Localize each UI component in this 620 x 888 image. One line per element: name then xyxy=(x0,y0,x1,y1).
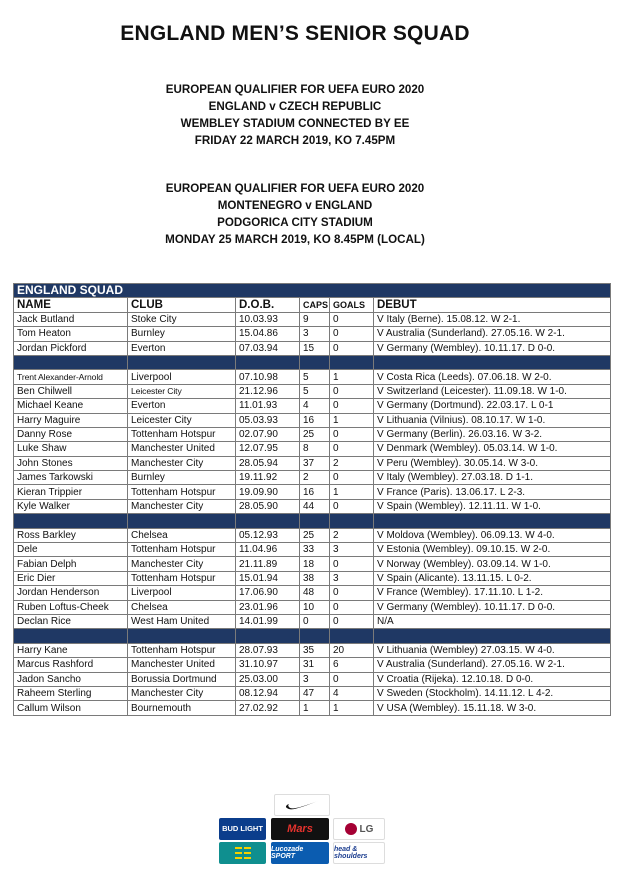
cell-caps: 16 xyxy=(300,413,330,427)
cell-goals: 0 xyxy=(330,399,374,413)
cell-name: Dele xyxy=(14,543,128,557)
cell-club: Stoke City xyxy=(128,312,236,326)
table-row xyxy=(14,643,611,657)
group-separator xyxy=(14,355,611,369)
cell-goals: 1 xyxy=(330,701,374,715)
fixture-datetime: MONDAY 25 MARCH 2019, KO 8.45PM (LOCAL) xyxy=(165,233,425,246)
cell-debut: V USA (Wembley). 15.11.18. W 3-0. xyxy=(374,701,611,715)
separator-cell xyxy=(14,514,128,528)
cell-debut: V Spain (Alicante). 13.11.15. L 0-2. xyxy=(374,571,611,585)
cell-goals: 3 xyxy=(330,543,374,557)
table-row xyxy=(14,427,611,441)
cell-dob: 07.03.94 xyxy=(236,341,300,355)
cell-club: Manchester United xyxy=(128,658,236,672)
column-header-club: CLUB xyxy=(128,298,236,312)
table-row xyxy=(14,471,611,485)
cell-club: West Ham United xyxy=(128,614,236,628)
fixture-venue: WEMBLEY STADIUM CONNECTED BY EE xyxy=(180,117,410,130)
cell-goals: 0 xyxy=(330,341,374,355)
cell-name: Harry Maguire xyxy=(14,413,128,427)
column-header-dob: D.O.B. xyxy=(236,298,300,312)
column-header-name: NAME xyxy=(14,298,128,312)
cell-club: Chelsea xyxy=(128,528,236,542)
separator-cell xyxy=(236,629,300,643)
cell-caps: 33 xyxy=(300,543,330,557)
cell-name: Callum Wilson xyxy=(14,701,128,715)
separator-cell xyxy=(300,514,330,528)
table-row xyxy=(14,384,611,398)
table-row xyxy=(14,557,611,571)
cell-caps: 38 xyxy=(300,571,330,585)
cell-debut: V Italy (Berne). 15.08.12. W 2-1. xyxy=(374,312,611,326)
separator-cell xyxy=(330,514,374,528)
fixture-match: ENGLAND v CZECH REPUBLIC xyxy=(208,100,382,113)
cell-club: Chelsea xyxy=(128,600,236,614)
table-row xyxy=(14,485,611,499)
cell-name: Jack Butland xyxy=(14,312,128,326)
cell-goals: 2 xyxy=(330,528,374,542)
fixture-competition: EUROPEAN QUALIFIER FOR UEFA EURO 2020 xyxy=(165,83,425,96)
table-row xyxy=(14,399,611,413)
cell-debut: V Germany (Wembley). 10.11.17. D 0-0. xyxy=(374,600,611,614)
squad-title-row xyxy=(14,284,611,298)
squad-title: ENGLAND SQUAD xyxy=(14,284,611,298)
cell-caps: 25 xyxy=(300,427,330,441)
ee-logo xyxy=(219,842,266,864)
cell-name: Trent Alexander-Arnold xyxy=(14,370,128,384)
cell-debut: V Lithuania (Wembley) 27.03.15. W 4-0. xyxy=(374,643,611,657)
nike-logo xyxy=(274,794,330,816)
table-row xyxy=(14,686,611,700)
cell-name: Jordan Henderson xyxy=(14,586,128,600)
fixture-block-2 xyxy=(0,180,590,248)
cell-dob: 07.10.98 xyxy=(236,370,300,384)
cell-name: Ruben Loftus-Cheek xyxy=(14,600,128,614)
cell-caps: 15 xyxy=(300,341,330,355)
cell-goals: 0 xyxy=(330,557,374,571)
cell-caps: 25 xyxy=(300,528,330,542)
cell-goals: 1 xyxy=(330,413,374,427)
cell-club: Tottenham Hotspur xyxy=(128,571,236,585)
cell-name: Marcus Rashford xyxy=(14,658,128,672)
table-row xyxy=(14,327,611,341)
separator-cell xyxy=(300,629,330,643)
cell-dob: 11.04.96 xyxy=(236,543,300,557)
cell-goals: 0 xyxy=(330,427,374,441)
cell-dob: 05.03.93 xyxy=(236,413,300,427)
table-row xyxy=(14,672,611,686)
cell-name: Jordan Pickford xyxy=(14,341,128,355)
cell-caps: 8 xyxy=(300,442,330,456)
cell-caps: 2 xyxy=(300,471,330,485)
cell-debut: V Croatia (Rijeka). 12.10.18. D 0-0. xyxy=(374,672,611,686)
cell-goals: 20 xyxy=(330,643,374,657)
cell-dob: 08.12.94 xyxy=(236,686,300,700)
cell-debut: V Australia (Sunderland). 27.05.16. W 2-1. xyxy=(374,658,611,672)
cell-goals: 1 xyxy=(330,485,374,499)
cell-caps: 47 xyxy=(300,686,330,700)
cell-name: Raheem Sterling xyxy=(14,686,128,700)
cell-debut: V Peru (Wembley). 30.05.14. W 3-0. xyxy=(374,456,611,470)
table-row xyxy=(14,658,611,672)
fixture-competition: EUROPEAN QUALIFIER FOR UEFA EURO 2020 xyxy=(165,182,425,195)
table-row xyxy=(14,600,611,614)
cell-caps: 5 xyxy=(300,370,330,384)
separator-cell xyxy=(300,355,330,369)
cell-goals: 0 xyxy=(330,327,374,341)
cell-dob: 27.02.92 xyxy=(236,701,300,715)
cell-club: Burnley xyxy=(128,471,236,485)
table-row xyxy=(14,442,611,456)
cell-debut: N/A xyxy=(374,614,611,628)
separator-cell xyxy=(236,355,300,369)
column-header-goals: GOALS xyxy=(330,298,374,312)
cell-debut: V Sweden (Stockholm). 14.11.12. L 4-2. xyxy=(374,686,611,700)
cell-name: Kieran Trippier xyxy=(14,485,128,499)
separator-cell xyxy=(128,629,236,643)
cell-caps: 44 xyxy=(300,499,330,513)
cell-dob: 11.01.93 xyxy=(236,399,300,413)
cell-goals: 0 xyxy=(330,614,374,628)
cell-debut: V Denmark (Wembley). 05.03.14. W 1-0. xyxy=(374,442,611,456)
cell-caps: 4 xyxy=(300,399,330,413)
cell-goals: 6 xyxy=(330,658,374,672)
separator-cell xyxy=(330,355,374,369)
table-row xyxy=(14,614,611,628)
cell-club: Tottenham Hotspur xyxy=(128,485,236,499)
nike-swoosh-icon xyxy=(285,799,319,811)
separator-cell xyxy=(236,514,300,528)
cell-dob: 02.07.90 xyxy=(236,427,300,441)
fixture-venue: PODGORICA CITY STADIUM xyxy=(217,216,373,229)
table-row xyxy=(14,456,611,470)
cell-name: Jadon Sancho xyxy=(14,672,128,686)
separator-cell xyxy=(14,355,128,369)
cell-goals: 0 xyxy=(330,600,374,614)
cell-goals: 0 xyxy=(330,384,374,398)
cell-name: Danny Rose xyxy=(14,427,128,441)
separator-cell xyxy=(374,629,611,643)
table-row xyxy=(14,701,611,715)
cell-dob: 17.06.90 xyxy=(236,586,300,600)
cell-caps: 5 xyxy=(300,384,330,398)
table-row xyxy=(14,586,611,600)
cell-name: John Stones xyxy=(14,456,128,470)
cell-caps: 31 xyxy=(300,658,330,672)
fixture-block-1 xyxy=(0,81,590,149)
cell-club: Leicester City xyxy=(128,413,236,427)
cell-dob: 05.12.93 xyxy=(236,528,300,542)
cell-dob: 10.03.93 xyxy=(236,312,300,326)
table-row xyxy=(14,571,611,585)
cell-dob: 31.10.97 xyxy=(236,658,300,672)
cell-debut: V Australia (Sunderland). 27.05.16. W 2-1. xyxy=(374,327,611,341)
cell-caps: 0 xyxy=(300,614,330,628)
table-row xyxy=(14,312,611,326)
fixture-match: MONTENEGRO v ENGLAND xyxy=(217,199,373,212)
cell-debut: V Germany (Wembley). 10.11.17. D 0-0. xyxy=(374,341,611,355)
cell-name: Harry Kane xyxy=(14,643,128,657)
separator-cell xyxy=(128,355,236,369)
table-row xyxy=(14,413,611,427)
table-row xyxy=(14,528,611,542)
cell-caps: 16 xyxy=(300,485,330,499)
cell-goals: 4 xyxy=(330,686,374,700)
cell-goals: 0 xyxy=(330,312,374,326)
cell-debut: V Germany (Berlin). 26.03.16. W 3-2. xyxy=(374,427,611,441)
cell-debut: V Costa Rica (Leeds). 07.06.18. W 2-0. xyxy=(374,370,611,384)
lucozade-logo: Lucozade SPORT xyxy=(271,842,329,864)
cell-dob: 21.12.96 xyxy=(236,384,300,398)
cell-club: Leicester City xyxy=(128,384,236,398)
cell-goals: 3 xyxy=(330,571,374,585)
cell-dob: 28.05.90 xyxy=(236,499,300,513)
cell-caps: 18 xyxy=(300,557,330,571)
separator-cell xyxy=(128,514,236,528)
cell-club: Everton xyxy=(128,341,236,355)
header-row xyxy=(14,298,611,312)
cell-caps: 37 xyxy=(300,456,330,470)
cell-goals: 0 xyxy=(330,499,374,513)
cell-dob: 12.07.95 xyxy=(236,442,300,456)
cell-goals: 0 xyxy=(330,442,374,456)
cell-dob: 15.01.94 xyxy=(236,571,300,585)
cell-goals: 1 xyxy=(330,370,374,384)
separator-cell xyxy=(330,629,374,643)
group-separator xyxy=(14,514,611,528)
ee-icon xyxy=(233,845,253,861)
cell-caps: 1 xyxy=(300,701,330,715)
page-title: ENGLAND MEN’S SENIOR SQUAD xyxy=(120,22,470,45)
cell-debut: V Norway (Wembley). 03.09.14. W 1-0. xyxy=(374,557,611,571)
cell-caps: 9 xyxy=(300,312,330,326)
cell-dob: 19.11.92 xyxy=(236,471,300,485)
cell-club: Everton xyxy=(128,399,236,413)
cell-debut: V Lithuania (Vilnius). 08.10.17. W 1-0. xyxy=(374,413,611,427)
separator-cell xyxy=(14,629,128,643)
cell-name: Kyle Walker xyxy=(14,499,128,513)
cell-goals: 0 xyxy=(330,586,374,600)
separator-cell xyxy=(374,355,611,369)
cell-dob: 14.01.99 xyxy=(236,614,300,628)
cell-club: Tottenham Hotspur xyxy=(128,427,236,441)
cell-caps: 3 xyxy=(300,672,330,686)
cell-debut: V Germany (Dortmund). 22.03.17. L 0-1 xyxy=(374,399,611,413)
cell-club: Liverpool xyxy=(128,586,236,600)
cell-dob: 28.07.93 xyxy=(236,643,300,657)
cell-dob: 28.05.94 xyxy=(236,456,300,470)
cell-dob: 15.04.86 xyxy=(236,327,300,341)
cell-club: Manchester United xyxy=(128,442,236,456)
cell-name: James Tarkowski xyxy=(14,471,128,485)
cell-club: Borussia Dortmund xyxy=(128,672,236,686)
cell-club: Tottenham Hotspur xyxy=(128,543,236,557)
cell-debut: V France (Paris). 13.06.17. L 2-3. xyxy=(374,485,611,499)
cell-dob: 19.09.90 xyxy=(236,485,300,499)
cell-goals: 0 xyxy=(330,672,374,686)
cell-club: Liverpool xyxy=(128,370,236,384)
cell-debut: V Spain (Wembley). 12.11.11. W 1-0. xyxy=(374,499,611,513)
cell-name: Declan Rice xyxy=(14,614,128,628)
cell-caps: 48 xyxy=(300,586,330,600)
cell-debut: V Estonia (Wembley). 09.10.15. W 2-0. xyxy=(374,543,611,557)
table-row xyxy=(14,543,611,557)
group-separator xyxy=(14,629,611,643)
cell-caps: 35 xyxy=(300,643,330,657)
cell-club: Bournemouth xyxy=(128,701,236,715)
column-header-caps: CAPS xyxy=(300,298,330,312)
cell-goals: 2 xyxy=(330,456,374,470)
cell-debut: V Italy (Wembley). 27.03.18. D 1-1. xyxy=(374,471,611,485)
cell-club: Manchester City xyxy=(128,499,236,513)
cell-dob: 23.01.96 xyxy=(236,600,300,614)
cell-club: Burnley xyxy=(128,327,236,341)
cell-name: Eric Dier xyxy=(14,571,128,585)
sponsor-logos xyxy=(219,794,385,864)
separator-cell xyxy=(374,514,611,528)
lg-label: LG xyxy=(359,823,374,835)
cell-name: Ross Barkley xyxy=(14,528,128,542)
cell-club: Tottenham Hotspur xyxy=(128,643,236,657)
column-header-debut: DEBUT xyxy=(374,298,611,312)
cell-debut: V France (Wembley). 17.11.10. L 1-2. xyxy=(374,586,611,600)
lg-circle-icon xyxy=(345,823,357,835)
cell-name: Tom Heaton xyxy=(14,327,128,341)
table-row xyxy=(14,370,611,384)
cell-name: Michael Keane xyxy=(14,399,128,413)
lg-logo xyxy=(333,818,385,840)
cell-name: Luke Shaw xyxy=(14,442,128,456)
cell-caps: 3 xyxy=(300,327,330,341)
bud-light-logo: BUD LIGHT xyxy=(219,818,266,840)
cell-debut: V Switzerland (Leicester). 11.09.18. W 1-0. xyxy=(374,384,611,398)
table-row xyxy=(14,341,611,355)
table-row xyxy=(14,499,611,513)
cell-name: Fabian Delph xyxy=(14,557,128,571)
cell-club: Manchester City xyxy=(128,557,236,571)
cell-debut: V Moldova (Wembley). 06.09.13. W 4-0. xyxy=(374,528,611,542)
cell-club: Manchester City xyxy=(128,686,236,700)
cell-name: Ben Chilwell xyxy=(14,384,128,398)
cell-goals: 0 xyxy=(330,471,374,485)
cell-dob: 21.11.89 xyxy=(236,557,300,571)
head-shoulders-logo: head & shoulders xyxy=(333,842,385,864)
fixture-datetime: FRIDAY 22 MARCH 2019, KO 7.45PM xyxy=(194,134,396,147)
cell-dob: 25.03.00 xyxy=(236,672,300,686)
cell-caps: 10 xyxy=(300,600,330,614)
mars-logo: Mars xyxy=(271,818,329,840)
squad-table xyxy=(13,283,611,716)
cell-club: Manchester City xyxy=(128,456,236,470)
